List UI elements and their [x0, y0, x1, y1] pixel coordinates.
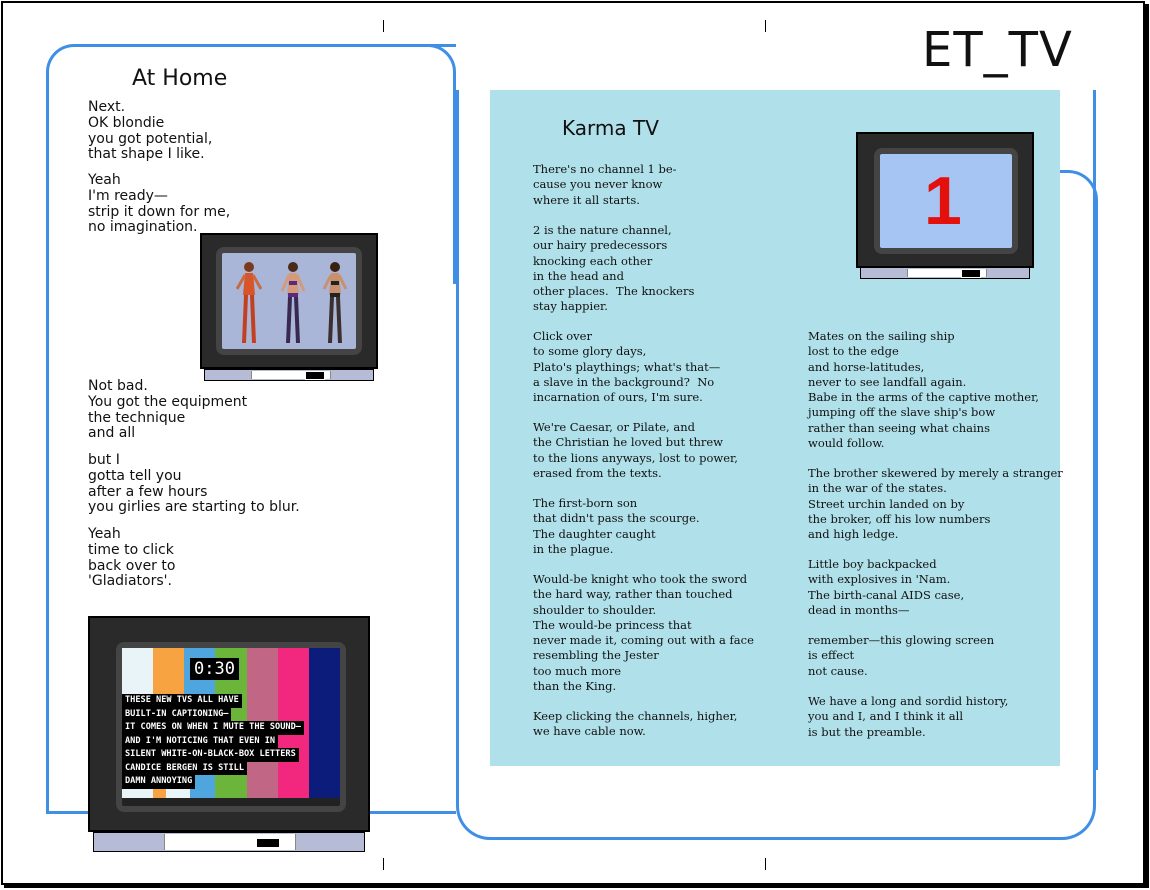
caption-line: IT COMES ON WHEN I MUTE THE SOUND— — [122, 721, 304, 735]
tv-screen — [116, 642, 346, 812]
left-panel-border-right — [412, 44, 456, 284]
at-home-stanza: Yeah I'm ready— strip it down for me, no imagination. — [88, 172, 231, 236]
page-shadow-bottom — [4, 884, 1149, 888]
karma-stanza: 2 is the nature channel, our hairy predecessors knocking each other in the head and other places. The knockers stay happier. — [533, 223, 695, 314]
dancer-figure — [236, 259, 262, 347]
at-home-title: At Home — [132, 66, 228, 91]
karma-stanza: The brother skewered by merely a stranger in the war of the states. Street urchin landed on by the broker, off his low numbers and high ledge. — [808, 466, 1063, 542]
tv-base — [93, 832, 365, 852]
tv-screen — [216, 247, 362, 355]
tv-captioning — [88, 616, 370, 832]
caption-timer: 0:30 — [190, 658, 239, 680]
karma-stanza: Keep clicking the channels, higher, we have cable now. — [533, 709, 738, 739]
channel-number: 1 — [924, 163, 962, 239]
caption-line: CANDICE BERGEN IS STILL — [122, 762, 247, 776]
crop-mark — [765, 858, 766, 870]
karma-stanza: Mates on the sailing ship lost to the edge and horse-latitudes, never to see landfall again. Babe in the arms of the captive mother, jumping off the slave ship's bow rather than seeing what chains would follow. — [808, 329, 1039, 451]
crop-mark — [383, 858, 384, 870]
tv-base — [860, 267, 1030, 279]
caption-line: AND I'M NOTICING THAT EVEN IN — [122, 735, 278, 749]
karma-stanza: Would-be knight who took the sword the hard way, rather than touched shoulder to shoulder. The would-be princess that never made it, coming out with a face resembling the Jester too much more than the King. — [533, 572, 754, 694]
karma-tv-title: Karma TV — [562, 116, 659, 140]
tv-dancers — [200, 233, 378, 369]
karma-stanza: Click over to some glory days, Plato's playthings; what's that— a slave in the background? No incarnation of ours, I'm sure. — [533, 329, 721, 405]
at-home-stanza: but I gotta tell you after a few hours you girlies are starting to blur. — [88, 452, 300, 516]
dancer-figure — [280, 259, 306, 347]
tv-base — [204, 369, 374, 381]
caption-line: DAMN ANNOYING — [122, 775, 195, 789]
caption-text — [122, 694, 304, 789]
at-home-stanza: Not bad. You got the equipment the technique and all — [88, 378, 248, 442]
at-home-stanza: Yeah time to click back over to 'Gladiators'. — [88, 526, 176, 590]
at-home-stanza: Next. OK blondie you got potential, that shape I like. — [88, 99, 213, 163]
page-shadow-right — [1145, 4, 1149, 888]
karma-stanza: We're Caesar, or Pilate, and the Christian he loved but threw to the lions anyways, lost to power, erased from the texts. — [533, 420, 738, 480]
karma-stanza: We have a long and sordid history, you and I, and I think it all is but the preamble. — [808, 694, 1009, 739]
page-title: ET_TV — [922, 22, 1073, 78]
karma-stanza: There's no channel 1 be- cause you never know where it all starts. — [533, 162, 677, 207]
crop-mark — [765, 20, 766, 32]
karma-stanza: Little boy backpacked with explosives in 'Nam. The birth-canal AIDS case, dead in months— — [808, 557, 965, 617]
caption-line: THESE NEW TVS ALL HAVE — [122, 694, 242, 708]
caption-line: SILENT WHITE-ON-BLACK-BOX LETTERS — [122, 748, 299, 762]
crop-mark — [383, 20, 384, 32]
karma-stanza: remember—this glowing screen is effect not cause. — [808, 633, 995, 678]
tv-screen — [874, 148, 1018, 254]
tv-channel — [856, 132, 1034, 268]
caption-line: BUILT-IN CAPTIONING— — [122, 708, 231, 722]
dancer-figure — [322, 259, 348, 347]
karma-stanza: The first-born son that didn't pass the scourge. The daughter caught in the plague. — [533, 496, 700, 556]
